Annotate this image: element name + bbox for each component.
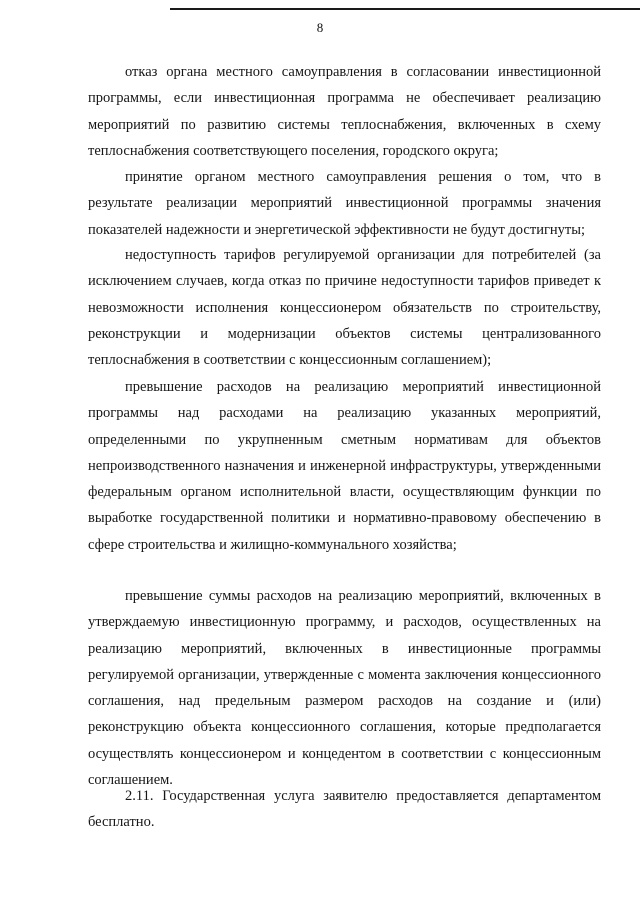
paragraph-costs-exceed-norms: превышение расходов на реализацию мероприятий инвестиционной программы над расходами на реализацию указанных мероприятий, определенными по укрупненным сметным нормативам для объектов непроизводственного назначения и инженерной инфраструктуры, утвержденными федеральным органом исполнительной власти, осуществляющим функции по выработке государственной политики и нормативно-правовому обеспечению в сфере строительства и жилищно-коммунального хозяйства;: [88, 379, 601, 553]
paragraph-service-free-of-charge: 2.11. Государственная услуга заявителю предоставляется департаментом бесплатно.: [88, 788, 601, 831]
paragraph-investment-program-refusal: отказ органа местного самоуправления в согласовании инвестиционной программы, если инвестиционная программа не обеспечивает реализацию мероприятий по развитию системы теплоснабжения, включенных в схему теплоснабжения соответствующего поселения, городского округа;: [88, 64, 601, 159]
paragraph-indicators-not-achieved: принятие органом местного самоуправления решения о том, что в результате реализации мероприятий инвестиционной программы значения показателей надежности и энергетической эффективности не будут достигнуты;: [88, 169, 601, 238]
paragraph-tariff-unavailability: недоступность тарифов регулируемой организации для потребителей (за исключением случаев, когда отказ по причине недоступности тарифов приведет к невозможности исполнения концессионером обязательств по строительству, реконструкции и модернизации объектов системы централизованного теплоснабжения в соответствии с концессионным соглашением);: [88, 247, 601, 369]
paragraph-costs-exceed-limit: превышение суммы расходов на реализацию мероприятий, включенных в утверждаемую инвестиционную программу, и расходов, осуществленных на реализацию мероприятий, включенных в инвестиционные программы регулируемой организации, утвержденные с момента заключения концессионного соглашения, над предельным размером расходов на создание и (или) реконструкцию объекта концессионного соглашения, которые предполагается осуществлять концессионером и концедентом в соответствии с концессионным соглашением.: [88, 588, 601, 789]
header-rule: [170, 8, 640, 10]
page-number: 8: [316, 20, 324, 35]
